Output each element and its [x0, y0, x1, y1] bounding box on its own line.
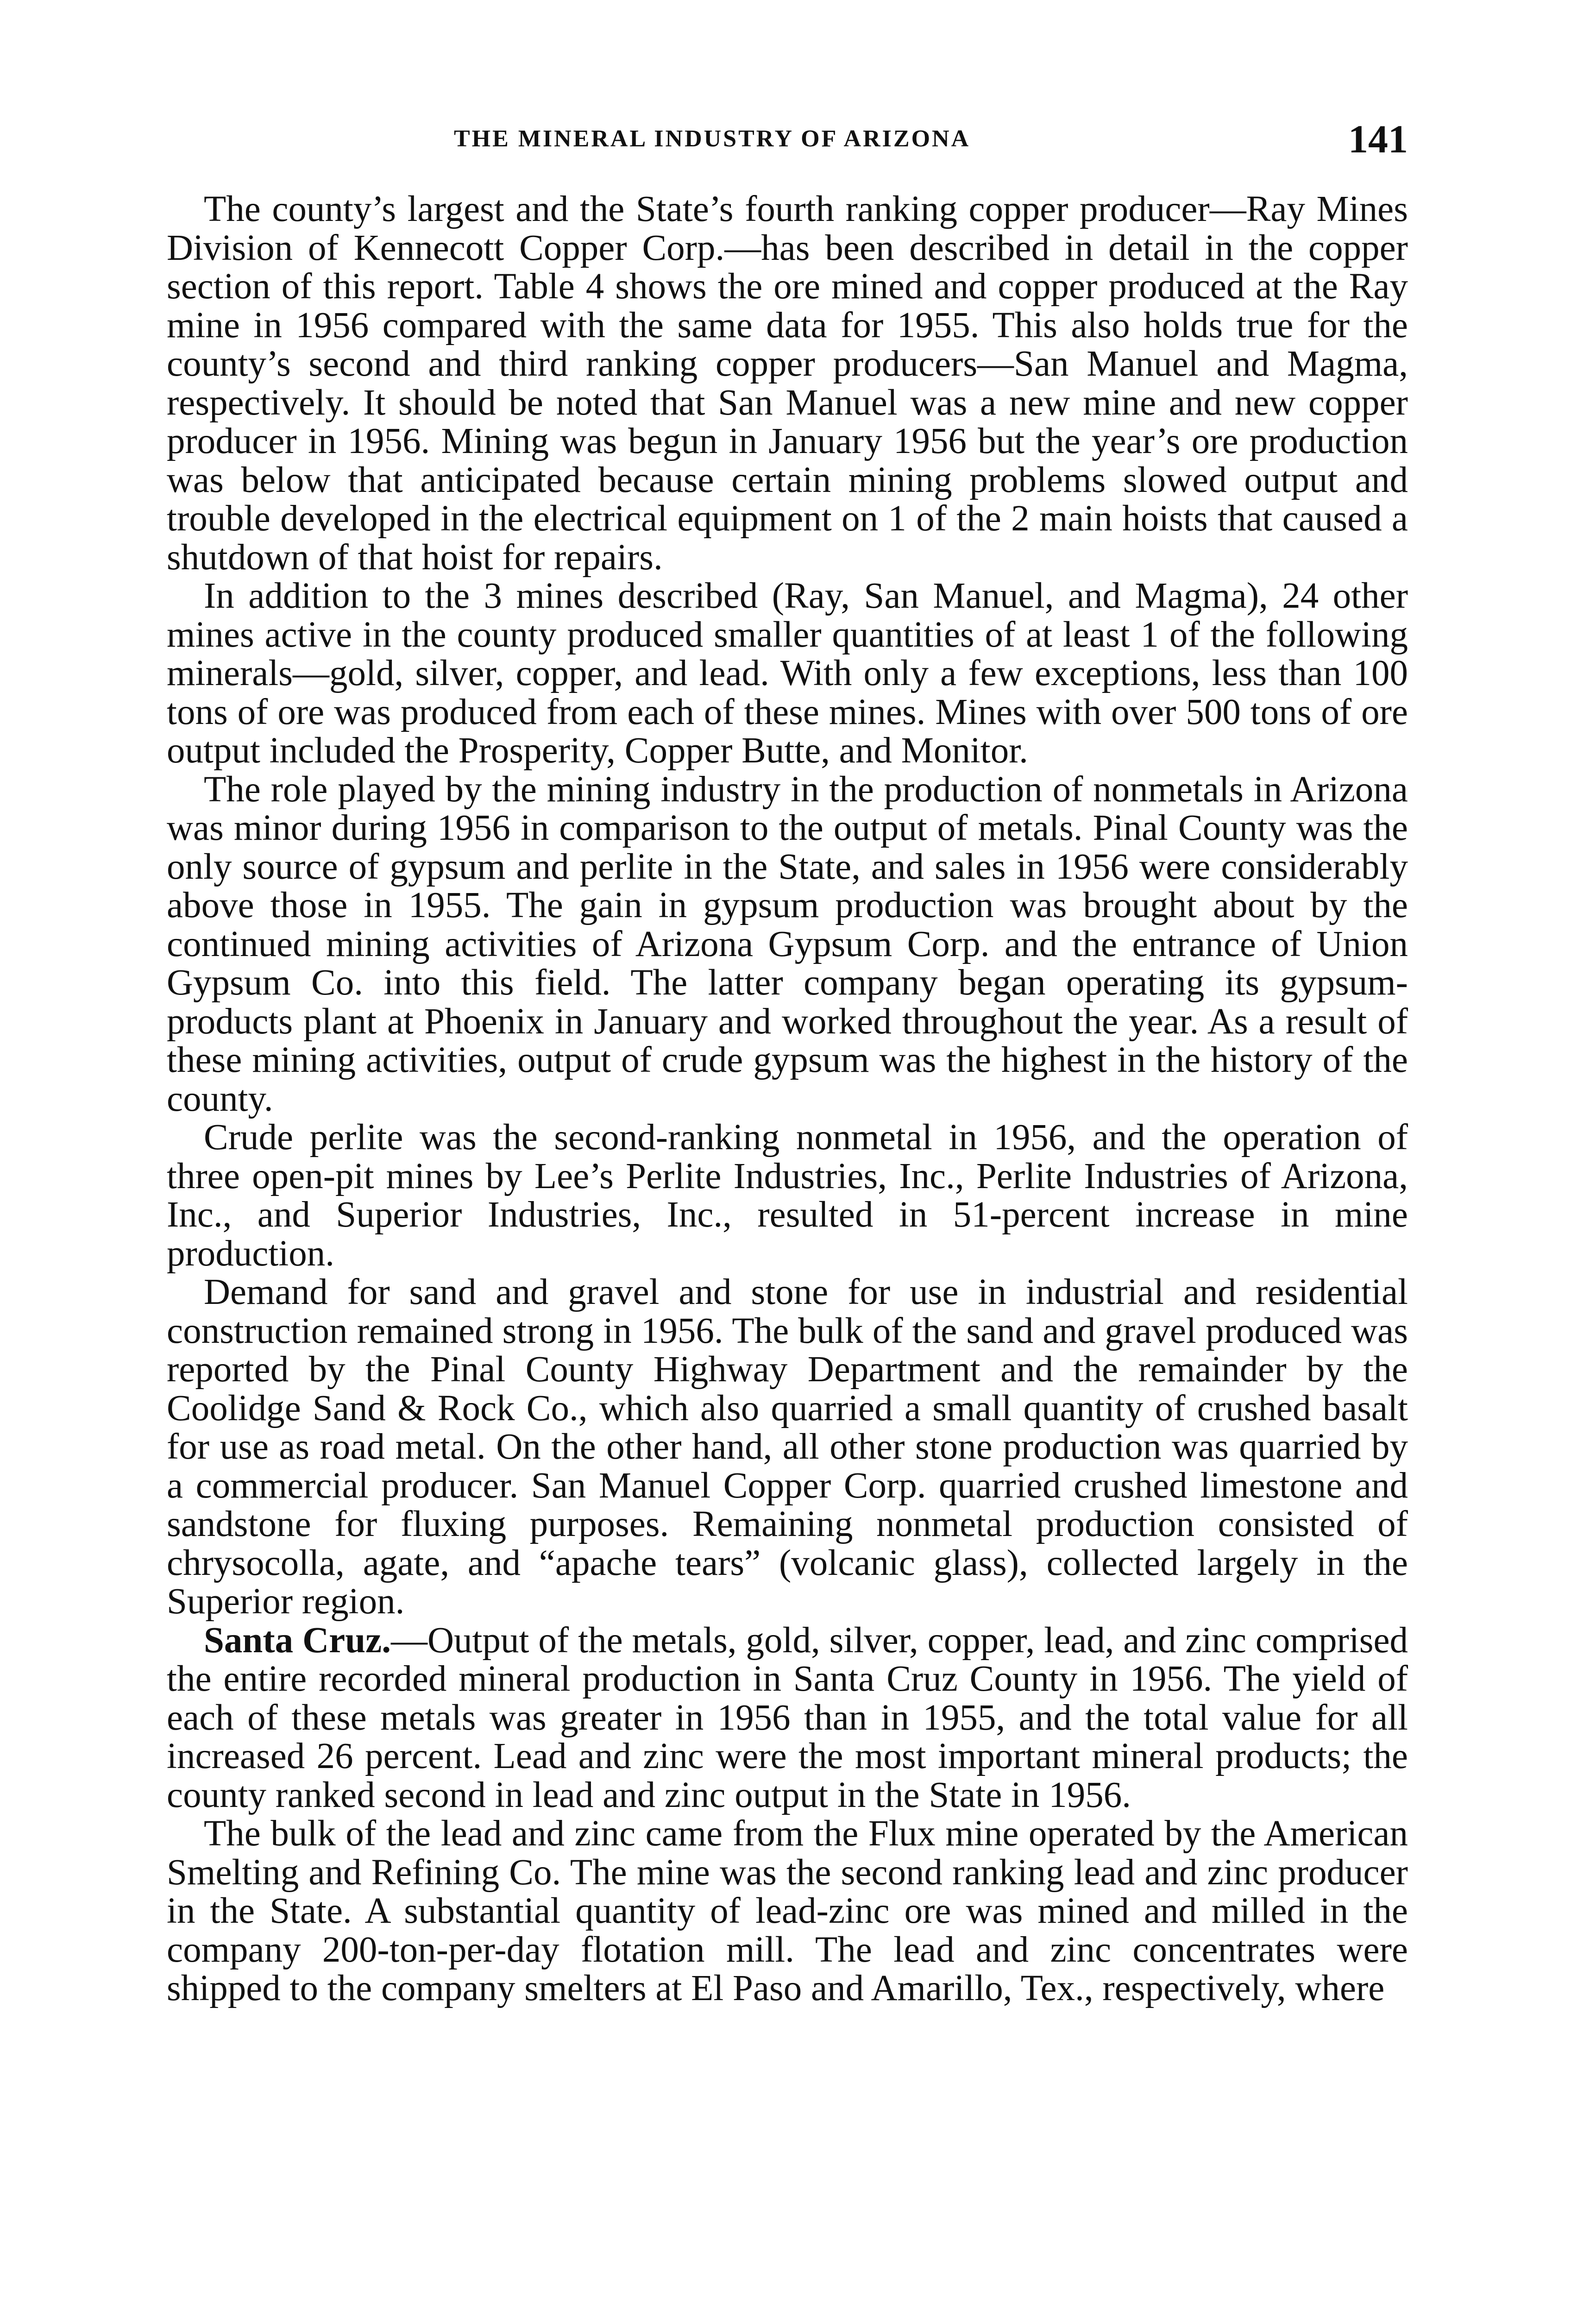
paragraph-ray-mines	[167, 190, 1408, 577]
paragraph-flux-mine	[167, 1814, 1408, 2008]
paragraph-text: Demand for sand and gravel and stone for use in industrial and residential construction remained strong in 1956. The bulk of the sand and gravel produced was reported by the Pinal County Highway Department and the remainder by the Coolidge Sand & Rock Co., which also quarried a small quantity of crushed basalt for use as road metal. On the other hand, all other stone production was quarried by a commercial producer. San Manuel Copper Corp. quarried crushed limestone and sandstone for fluxing purposes. Remaining nonmetal production consisted of chrysocolla, agate, and “apache tears” (volcanic glass), collected largely in the Superior region.	[167, 1272, 1408, 1622]
page	[167, 111, 1408, 2008]
paragraph-text: —Output of the metals, gold, silver, copper, lead, and zinc comprised the entire recorded mineral production in Santa Cruz County in 1956. The yield of each of these metals was greater in 1956 than in 1955, and the total value for all increased 26 percent. Lead and zinc were the most important mineral products; the county ranked second in lead and zinc output in the State in 1956.	[167, 1620, 1408, 1815]
section-run-in-heading: Santa Cruz.	[204, 1620, 391, 1661]
paragraph-sand-gravel	[167, 1273, 1408, 1621]
paragraph-text: The role played by the mining industry in the production of nonmetals in Arizona was minor during 1956 in comparison to the output of metals. Pinal County was the only source of gypsum and perlite in the State, and sales in 1956 were considerably above those in 1955. The gain in gypsum production was brought about by the continued mining activities of Arizona Gypsum Corp. and the entrance of Union Gypsum Co. into this field. The latter company began operating its gypsum-products plant at Phoenix in January and worked throughout the year. As a result of these mining activities, output of crude gypsum was the highest in the history of the county.	[167, 769, 1408, 1119]
paragraph-nonmetals	[167, 770, 1408, 1119]
paragraph-perlite	[167, 1118, 1408, 1273]
paragraph-text: Crude perlite was the second-ranking nonmetal in 1956, and the operation of three open-pit mines by Lee’s Perlite Industries, Inc., Perlite Industries of Arizona, Inc., and Superior Industries, Inc., resulted in 51-percent increase in mine production.	[167, 1117, 1408, 1274]
paragraph-text: The bulk of the lead and zinc came from the Flux mine operated by the American Smelting and Refining Co. The mine was the second ranking lead and zinc producer in the State. A substantial quantity of lead-zinc ore was mined and milled in the company 200-ton-per-day flotation mill. The lead and zinc concentrates were shipped to the company smelters at El Paso and Amarillo, Tex., respectively, where	[167, 1813, 1408, 2008]
paragraph-santa-cruz	[167, 1621, 1408, 1815]
paragraph-other-mines	[167, 577, 1408, 770]
running-head	[167, 111, 1408, 171]
page-number: 141	[1348, 117, 1408, 161]
paragraph-text: In addition to the 3 mines described (Ray, San Manuel, and Magma), 24 other mines active in the county produced smaller quantities of at least 1 of the following minerals—gold, silver, copper, and lead. With only a few exceptions, less than 100 tons of ore was produced from each of these mines. Mines with over 500 tons of ore output included the Prosperity, Copper Butte, and Monitor.	[167, 576, 1408, 771]
running-title: THE MINERAL INDUSTRY OF ARIZONA	[454, 126, 971, 152]
body-text	[167, 190, 1408, 2008]
paragraph-text: The county’s largest and the State’s fourth ranking copper producer—Ray Mines Division of Kennecott Copper Corp.—has been described in detail in the copper section of this report. Table 4 shows the ore mined and copper produced at the Ray mine in 1956 compared with the same data for 1955. This also holds true for the county’s second and third ranking copper producers—San Manuel and Magma, respectively. It should be noted that San Manuel was a new mine and new copper producer in 1956. Mining was begun in January 1956 but the year’s ore production was below that anticipated because certain mining problems slowed output and trouble developed in the electrical equipment on 1 of the 2 main hoists that caused a shutdown of that hoist for repairs.	[167, 189, 1408, 578]
